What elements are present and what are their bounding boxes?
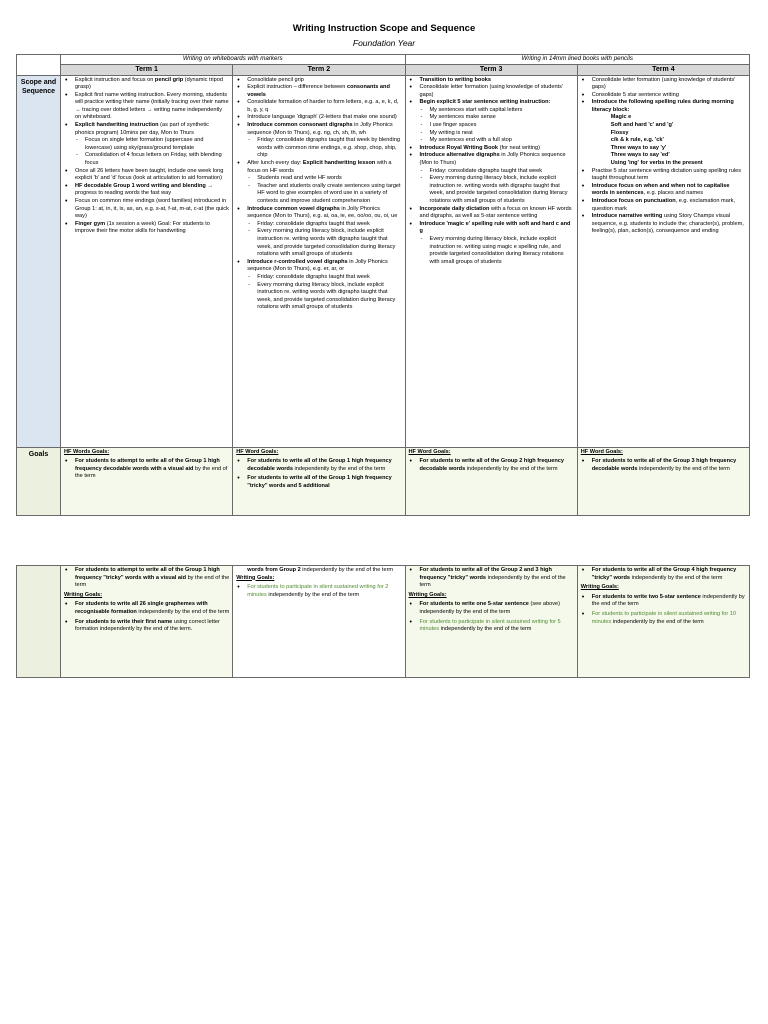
goal-bullet: • For students to participate in silent sustained writing for 10 minutes independently by the end of the term [581,611,746,626]
scope-bullet: • Finger gym (1x session a week) Goal: For students to improve their fine motor skills for handwriting [64,221,229,236]
goal-bullet: • For students to write one 5-star sentence (see above) independently by the end of the term [409,601,574,616]
scope-bullet: • Introduce common vowel digraphs in Jolly Phonics sequence (Mon to Thurs), e.g. ai, oa, ie, ee, oo/oo, ou, oi, ue [236,206,401,221]
scope-bullet: • Incorporate daily dictation with a focus on known HF words and digraphs, as well as 5-star sentence writing [409,206,574,221]
goal-bullet: • For students to write all of the Group 2 high frequency decodable words independently by the end of the term [409,458,574,473]
term-1-header: Term 1 [61,65,233,76]
writing-goals-heading: Writing Goals: [64,591,103,598]
goal-bullet: • For students to write all of the Group 4 high frequency "tricky" words independently by the end of the term [581,567,746,582]
scope-bullet: • Begin explicit 5 star sentence writing instruction: [409,99,574,107]
scope-sub-bullet: - Every morning during literacy block, include explicit instruction re. writing words with digraphs taught that week, and provide targeted consolidation during literacy rotations with small groups of students [236,282,401,312]
scope-row [17,75,750,447]
scope-bullet: • Transition to writing books [409,77,574,85]
scope-bullet: • Explicit instruction – difference between consonants and vowels [236,84,401,99]
scope-sub-bullet: Soft and hard 'c' and 'g' [610,122,674,129]
scope-sub-bullet: Three ways to say 'y' [610,144,667,151]
scope-sub-bullet: - Friday: consolidate digraphs taught that week by blending words with common rime endings, e.g. shop, chop, ship, chip [236,137,401,160]
goal-bullet: • For students to write two 5-star sentence independently by the end of the term [581,594,746,609]
band-whiteboards: Writing on whiteboards with markers [61,55,406,65]
hf-goals-heading: HF Word Goals: [580,448,623,455]
scope-bullet: • Consolidate pencil grip [236,77,401,85]
goals-term-3 [405,447,577,515]
scope-bullet: • Explicit first name writing instruction. Every morning, students will practice writing their name (initially tracing over their name → tracing over dotted letters → writing name independently on whiteboard. [64,92,229,122]
scope-bullet: • Explicit instruction and focus on pencil grip (dynamic tripod grasp) [64,77,229,92]
scope-bullet: • Introduce the following spelling rules during morning literacy block: [581,99,746,114]
document-subtitle: Foundation Year [352,38,416,48]
term-2-header: Term 2 [233,65,405,76]
goal-bullet: • For students to attempt to write all of the Group 1 high frequency decodable words with a visual aid by the end of the term [64,458,229,481]
goal-bullet: • For students to attempt to write all of the Group 1 high frequency "tricky" words with a visual aid by the end of the term [64,567,229,590]
scope-term-1 [61,75,233,447]
term-4-header: Term 4 [577,65,749,76]
term-header-row [17,65,750,76]
scope-sub-bullet: Using 'ing' for verbs in the present [610,160,703,167]
scope-bullet: • Introduce common consonant digraphs in Jolly Phonics sequence (Mon to Thurs), e.g. ng, ch, sh, th, wh [236,122,401,137]
scope-sub-bullet: - Every morning during literacy block, include explicit instruction re. writing words with digraphs taught that week, and provide targeted consolidation during literacy rotations with small groups of students [236,228,401,258]
goal-bullet: • For students to write all of the Group 3 high frequency decodable words independently by the end of the term [581,458,746,473]
scope-bullet: • After lunch every day: Explicit handwriting lesson with a focus on HF words [236,160,401,175]
scope-term-4 [577,75,749,447]
scope-sub-bullet: - Friday: consolidate digraphs taught that week [236,221,401,229]
scope-sub-bullet: Magic e [610,114,632,121]
goals-cont-term-4 [577,566,749,678]
goal-bullet: • For students to participate in silent sustained writing for 5 minutes independently by the end of the term [409,619,574,634]
scope-sub-bullet: - My writing is neat [409,130,574,138]
scope-sub-bullet: - My sentences make sense [409,114,574,122]
scope-sub-bullet: - Teacher and students orally create sentences using target HF word to give examples of word use in a variety of contexts and improve student comprehension [236,183,401,206]
scope-sub-bullet: Flossy [610,129,629,136]
hf-goals-heading: HF Word Goals: [408,448,451,455]
goals-continued-table [16,565,750,678]
term-3-header: Term 3 [405,65,577,76]
scope-bullet: • Once all 26 letters have been taught, include one week long explicit 'b' and 'd' focus (look at articulation to aid formation) [64,168,229,183]
writing-goals-heading: Writing Goals: [236,574,275,581]
goals-row [17,447,750,515]
scope-bullet: • Explicit handwriting instruction (as part of synthetic phonics program) 10mins per day, Mon to Thurs [64,122,229,137]
scope-bullet: • Practise 5 star sentence writing dictation using spelling rules taught throughout term [581,168,746,183]
scope-sub-bullet: - Focus on single letter formation (uppercase and lowercase) using sky/grass/ground template [64,137,229,152]
scope-bullet: • Introduce 'magic e' spelling rule with soft and hard c and g [409,221,574,236]
goal-continuation: words from Group 2 independently by the end of the term [247,567,394,573]
hf-goals-heading: HF Word Goals: [236,448,279,455]
scope-bullet: • Introduce r-controlled vowel digraphs in Jolly Phonics sequence (Mon to Thurs), e.g. er, ar, or [236,259,401,274]
hf-goals-heading: HF Words Goals: [64,448,110,455]
goals-continued-label [17,566,61,678]
goal-bullet: • For students to participate in silent sustained writing for 2 minutes independently by the end of the term [236,584,401,599]
scope-row-label: Scope and Sequence [17,75,61,447]
goals-cont-term-1 [61,566,233,678]
scope-bullet: • Introduce focus on when and when not to capitalise words in sentences, e.g. places and names [581,183,746,198]
document-title: Writing Instruction Scope and Sequence [292,23,476,34]
goals-cont-term-2 [233,566,405,678]
scope-bullet: • Introduce language 'digraph' (2-letters that make one sound) [236,114,401,122]
band-lined-books: Writing in 14mm lined books with pencils [405,55,750,65]
scope-sub-bullet: - Friday: consolidate digraphs taught that week [409,168,574,176]
goals-row-label: Goals [17,447,61,515]
writing-goals-heading: Writing Goals: [408,591,447,598]
scope-sub-bullet: - Friday: consolidate digraphs taught that week [236,274,401,282]
writing-goals-heading: Writing Goals: [580,584,619,591]
scope-bullet: • Consolidate formation of harder to form letters, e.g. a, e, k, d, b, g, y, q [236,99,401,114]
writing-medium-row [17,55,750,65]
goal-bullet: • For students to write all of the Group 1 high frequency decodable words independently by the end of the term [236,458,401,473]
goals-continued-row [17,566,750,678]
scope-bullet: • HF decodable Group 1 word writing and blending → progress to reading words the fast way [64,183,229,198]
scope-bullet: • Focus on common rime endings (word families) introduced in Group 1: at, in, it, is, as, an, e.g. s-at, f-at, m-at, c-at (the quick way) [64,198,229,221]
scope-bullet: • Consolidate letter formation (using knowledge of students' gaps) [581,77,746,92]
scope-sub-bullet: c/k & k rule, e.g. 'ck' [610,137,664,144]
scope-sequence-table [16,54,750,516]
scope-term-3 [405,75,577,447]
goal-bullet: • For students to write all of the Group 2 and 3 high frequency "tricky" words independently by the end of the term [409,567,574,590]
scope-sub-bullet: Three ways to say 'ed' [610,152,670,159]
goals-term-1 [61,447,233,515]
goal-bullet: • For students to write all 26 single graphemes with recognisable formation independently by the end of the term [64,601,229,616]
goals-term-4 [577,447,749,515]
scope-bullet: • Introduce Royal Writing Book (for neat writing) [409,145,574,153]
scope-bullet: • Introduce alternative digraphs in Jolly Phonics sequence (Mon to Thurs) [409,152,574,167]
goals-term-2 [233,447,405,515]
scope-sub-bullet: - Students read and write HF words [236,175,401,183]
scope-bullet: • Consolidate 5 star sentence writing [581,92,746,100]
goal-bullet: • For students to write their first name using correct letter formation independently by the end of the term. [64,619,229,634]
scope-sub-bullet: - I use finger spaces [409,122,574,130]
scope-bullet: • Introduce narrative writing using Story Champs visual sequence, e.g. students to include the; character(s), problem, feeling(s), plan, action(s), consequence and ending [581,213,746,236]
scope-sub-bullet: - Every morning during literacy block, include explicit instruction re. writing words with digraphs taught that week, and provide targeted consolidation during literacy rotations with small groups of students [409,175,574,205]
scope-bullet: • Introduce focus on punctuation, e.g. exclamation mark, question mark [581,198,746,213]
scope-sub-bullet: - My sentences start with capital letters [409,107,574,115]
scope-term-2 [233,75,405,447]
scope-sub-bullet: - Consolidation of 4 focus letters on Friday, with blending focus [64,152,229,167]
goal-bullet: • For students to write all of the Group 1 high frequency "tricky" words and 5 additional [236,475,401,490]
scope-sub-bullet: - Every morning during literacy block, include explicit instruction re. writing using magic e spelling rule, and provide targeted consolidation during literacy rotations with small groups of students [409,236,574,266]
scope-bullet: • Consolidate letter formation (using knowledge of students' gaps) [409,84,574,99]
goals-cont-term-3 [405,566,577,678]
scope-sub-bullet: - My sentences end with a full stop [409,137,574,145]
